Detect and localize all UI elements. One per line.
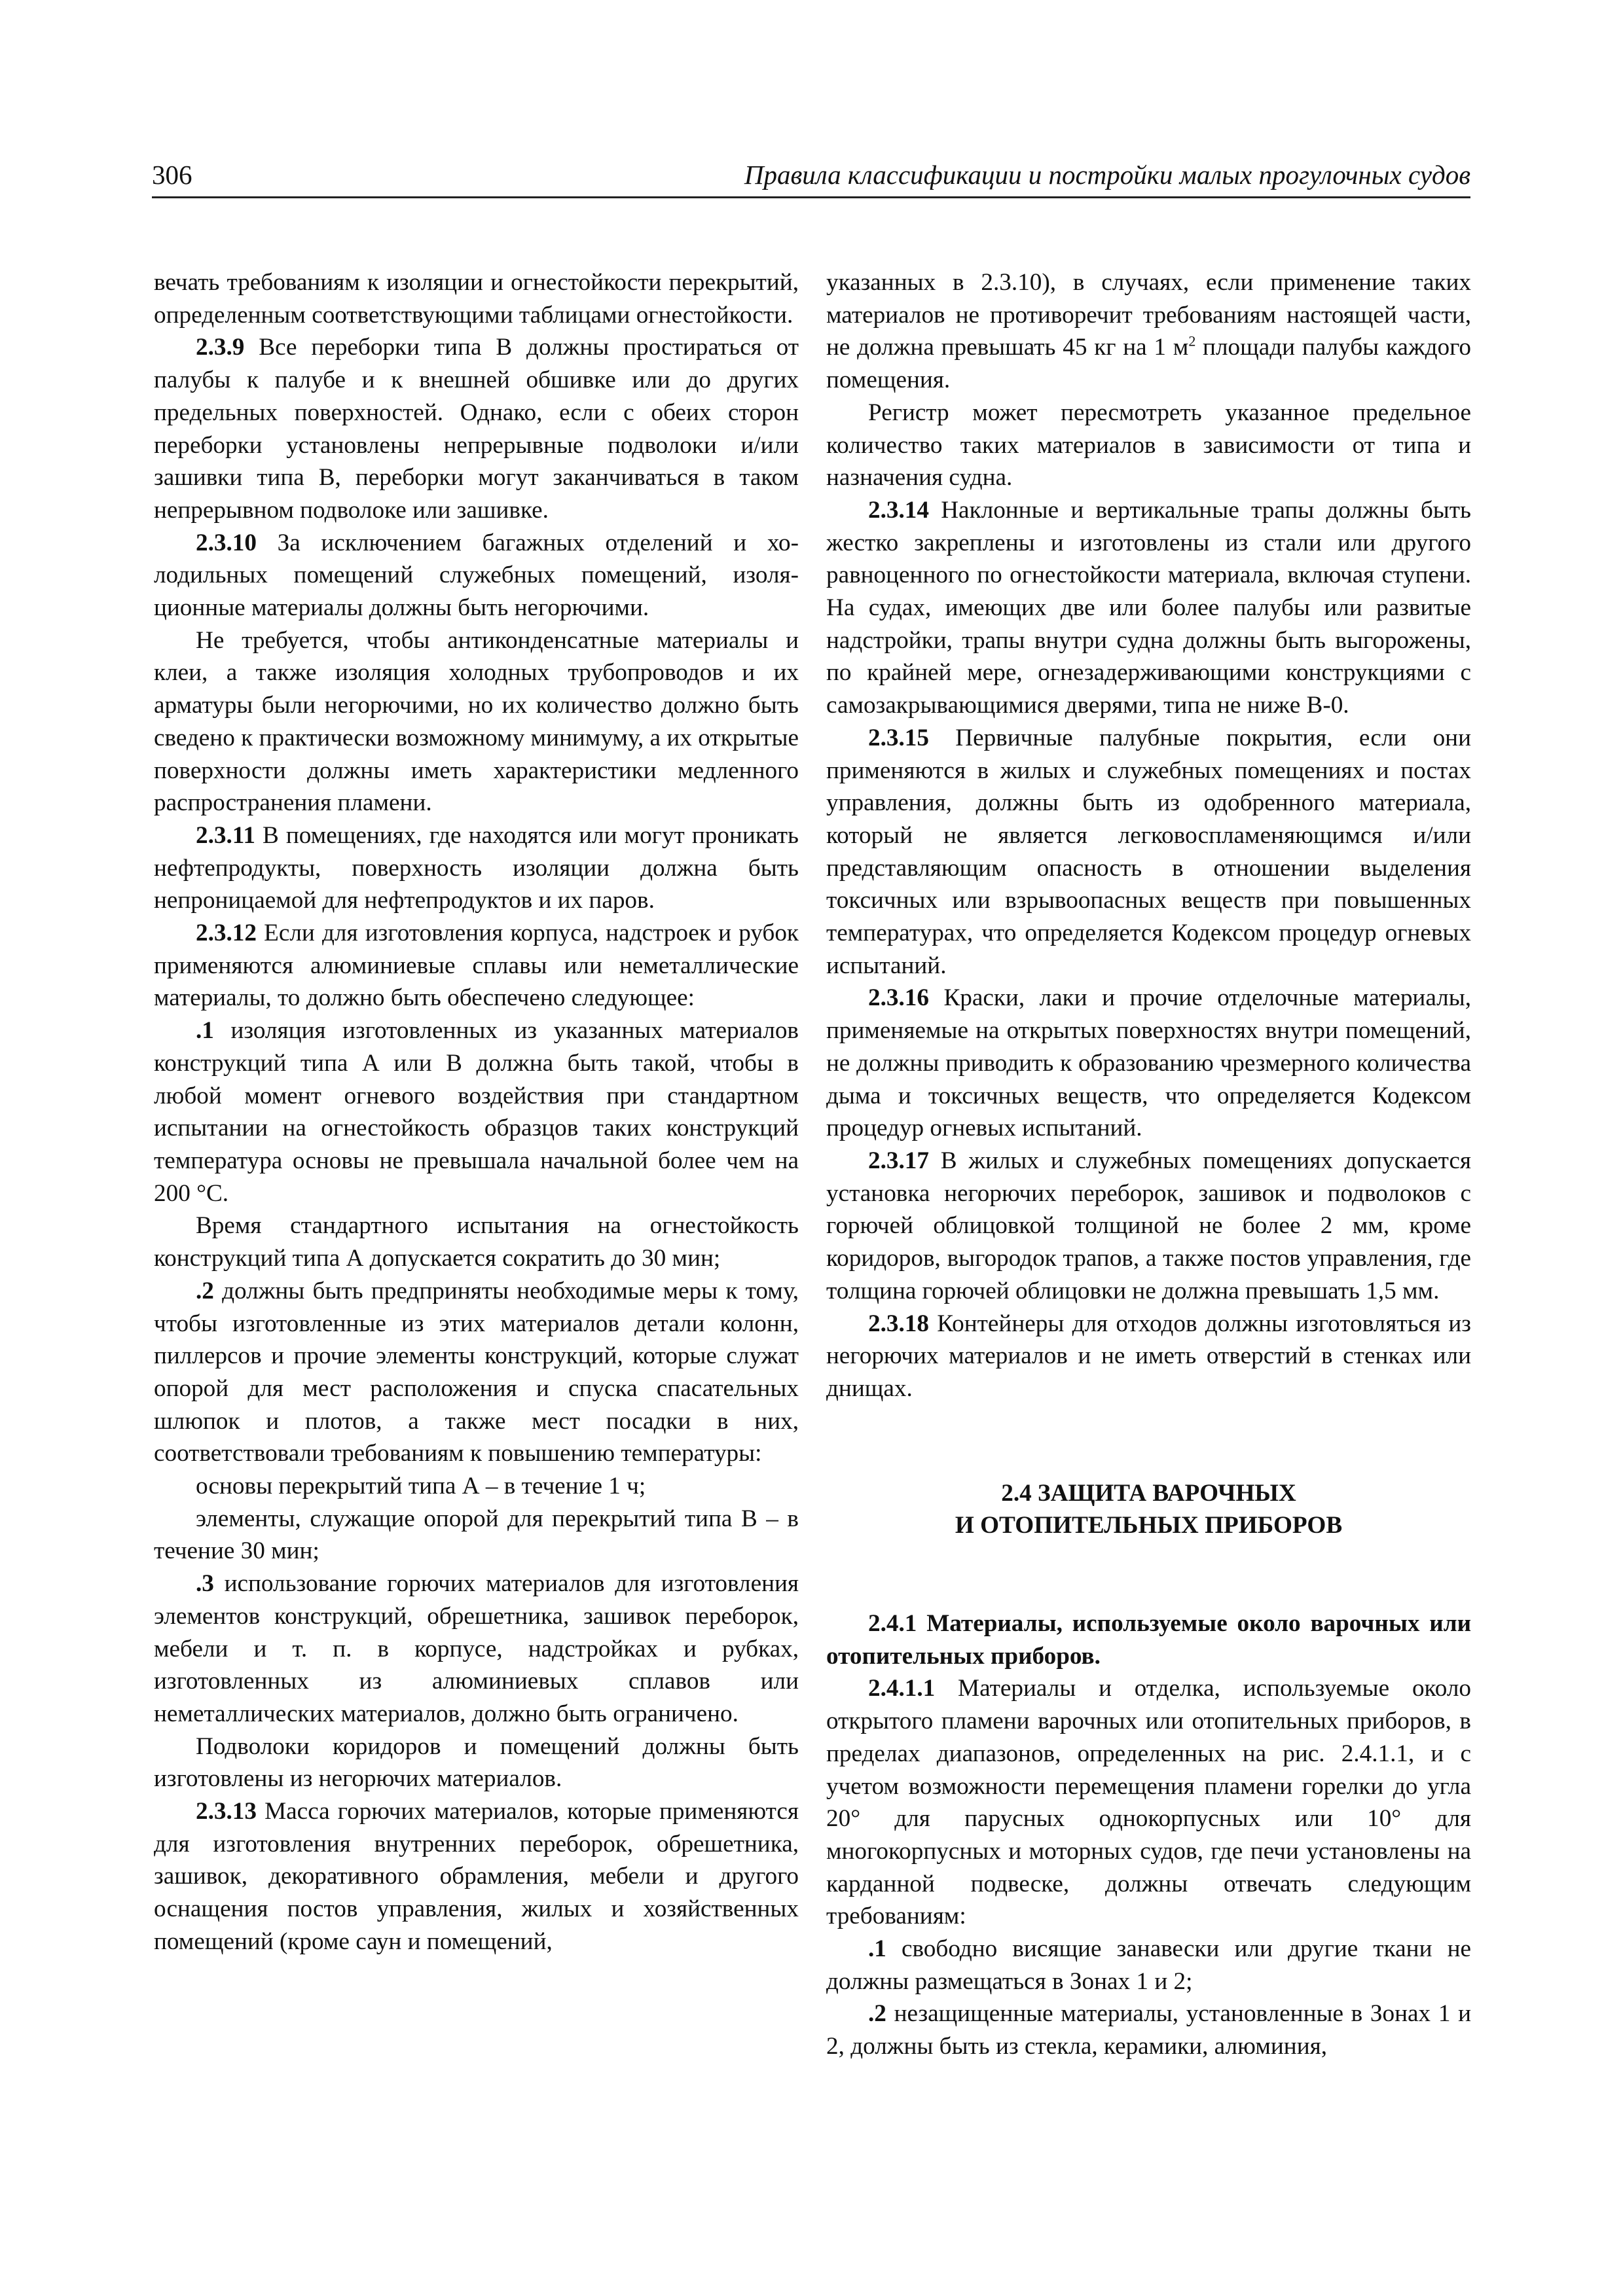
left-column: [154, 266, 799, 1958]
paragraph-2-3-12: 2.3.12 Если для изготовления корпуса, надстроек и рубок применяются алюминиевые сплавы или неметаллические материалы, то должно быть обеспечено следующее:: [154, 920, 799, 1012]
list-item-2: .2 должны быть предприняты необходимые меры к тому, чтобы изготовленные из этих материалов детали колонн, пиллерсов и прочие элементы конструкций, которые служат опорой для мест расположения и спуска спасательных шлюпок и плотов, а также мест посадки в них, соответствовали требованиям к повышению температуры:: [154, 1277, 799, 1467]
subsection-title-2-4-1: 2.4.1 Материалы, используемые около варочных или отопительных приборов.: [826, 1610, 1471, 1670]
list-item-1: .1 свободно висящие занавески или другие ткани не должны размещаться в Зонах 1 и 2;: [826, 1935, 1471, 1995]
list-item-2: .2 незащищенные материалы, установленные в Зонах 1 и 2, должны быть из стекла, керамики, алюминия,: [826, 2000, 1471, 2060]
paragraph: основы перекрытий типа А – в течение 1 ч;: [196, 1473, 646, 1500]
paragraph-2-3-16: 2.3.16 Краски, лаки и прочие отделочные материалы, применяемые на открытых поверхностях внутри помещений, не должны приводить к образованию чрезмерного количества дыма и токсичных веществ, что определяется Кодексом процедур огневых испытаний.: [826, 984, 1471, 1142]
paragraph: Подволоки коридоров и помещений должны быть изготовлены из негорючих материалов.: [154, 1732, 799, 1793]
paragraph: элементы, служащие опорой для перекрытий типа В – в течение 30 мин;: [154, 1505, 799, 1565]
section-title: 2.4 ЗАЩИТА ВАРОЧНЫХ И ОТОПИТЕЛЬНЫХ ПРИБОРОВ: [955, 1479, 1343, 1539]
page-number: 306: [152, 160, 192, 190]
paragraph-2-3-17: 2.3.17 В жилых и служебных помещениях допускается установка негорючих переборок, зашивок и подволоков с горючей облицовкой толщиной не более 2 мм, кроме коридоров, выгородок трапов, а также постов управления, где толщина горючей облицовки не должна превышать 1,5 мм.: [826, 1147, 1471, 1304]
paragraph-2-3-14: 2.3.14 Наклонные и вертикальные трапы должны быть жестко закреплены и изготовлены из стали или другого равноценного по огнестойкости материала, включая ступени. На судах, имеющих две или более палубы или развитые надстройки, трапы внутри судна должны быть выгорожены, по крайней мере, огнезадерживающими конструкциями с самозакрывающимися дверями, типа не ниже В-0.: [826, 496, 1471, 719]
paragraph-2-3-9: 2.3.9 Все переборки типа В должны простираться от палубы к палубе и к внешней обшивке или до других предельных поверхностей. Однако, если с обеих сторон переборки установлены непрерывные подволоки и/или зашивки типа В, переборки могут заканчиваться в таком непрерывном подволоке или зашивке.: [154, 334, 799, 524]
list-item-3: .3 использование горючих материалов для изготовления элементов конструкций, обрешетника, зашивок переборок, мебели и т. п. в корпусе, надстройках и рубках, изготовленных из алюминиевых сплавов или неметаллических материалов, должно быть ограничено.: [154, 1570, 799, 1727]
paragraph: Регистр может пересмотреть указанное предельное количество таких материалов в зависимости от типа и назначения судна.: [826, 399, 1471, 492]
paragraph-2-3-13: 2.3.13 Масса горючих материалов, которые применяются для изготовления внутренних переборок, обрешетника, зашивок, декоративного обрамления, мебели и другого оснащения постов управления, жилых и хозяйственных помещений (кроме саун и помещений,: [154, 1798, 799, 1955]
paragraph-2-3-11: 2.3.11 В помещениях, где находятся или могут проникать нефтепродукты, поверхность изоляции должна быть непроницаемой для нефтепродуктов и их паров.: [154, 821, 799, 914]
paragraph-2-3-18: 2.3.18 Контейнеры для отходов должны изготовляться из негорючих материалов и не иметь отверстий в стенках или днищах.: [826, 1310, 1471, 1402]
running-title: Правила классификации и постройки малых прогулочных судов: [744, 160, 1470, 190]
paragraph-2-3-13-continued: указанных в 2.3.10), в случаях, если применение таких материалов не противоречит требованиям настоящей части, не должна превышать 45 кг на 1 $м^2$ площади палубы каждого помещения.: [826, 269, 1472, 394]
paragraph: вечать требованиям к изоляции и огнестойкости перекрытий, определенным соответствующими таблицами огнестойкости.: [154, 269, 799, 329]
paragraph-2-3-10: 2.3.10 За исключением багажных отделений и холодильных помещений служебных помещений, изоляционные материалы должны быть негорючими.: [154, 529, 799, 622]
list-item-1: .1 изоляция изготовленных из указанных материалов конструкций типа А или В должна быть такой, чтобы в любой момент огневого воздействия при стандартном испытании на огнестойкость образцов таких конструкций температура основы не превышала начальной более чем на 200 °С.: [154, 1017, 799, 1207]
paragraph-2-3-15: 2.3.15 Первичные палубные покрытия, если они применяются в жилых и служебных помещениях и постах управления, должны быть из одобренного материала, который не является легковоспламеняющимся и/или представляющим опасность в отношении выделения токсичных или взрывоопасных веществ при повышенных температурах, что определяется Кодексом процедур огневых испытаний.: [826, 724, 1471, 979]
paragraph: Время стандартного испытания на огнестойкость конструкций типа А допускается сократить до 30 мин;: [154, 1212, 799, 1272]
right-column: [826, 266, 1471, 2063]
paragraph: Не требуется, чтобы антиконденсатные материалы и клеи, а также изоляция холодных трубопроводов и их арматуры были негорючими, но их количество должно быть сведено к практически возможному минимуму, а их открытые поверхности должны иметь характеристики медленного распространения пламени.: [154, 626, 799, 817]
page-header: [152, 149, 1470, 198]
paragraph-2-4-1-1: 2.4.1.1 Материалы и отделка, используемые около открытого пламени варочных или отопительных приборов, в пределах диапазонов, определенных на рис. 2.4.1.1, и с учетом возможности перемещения пламени горелки до угла 20° для парусных однокорпусных или 10° для многокорпусных и моторных судов, где печи установлены на карданной подвеске, должны отвечать следующим требованиям:: [826, 1675, 1471, 1930]
